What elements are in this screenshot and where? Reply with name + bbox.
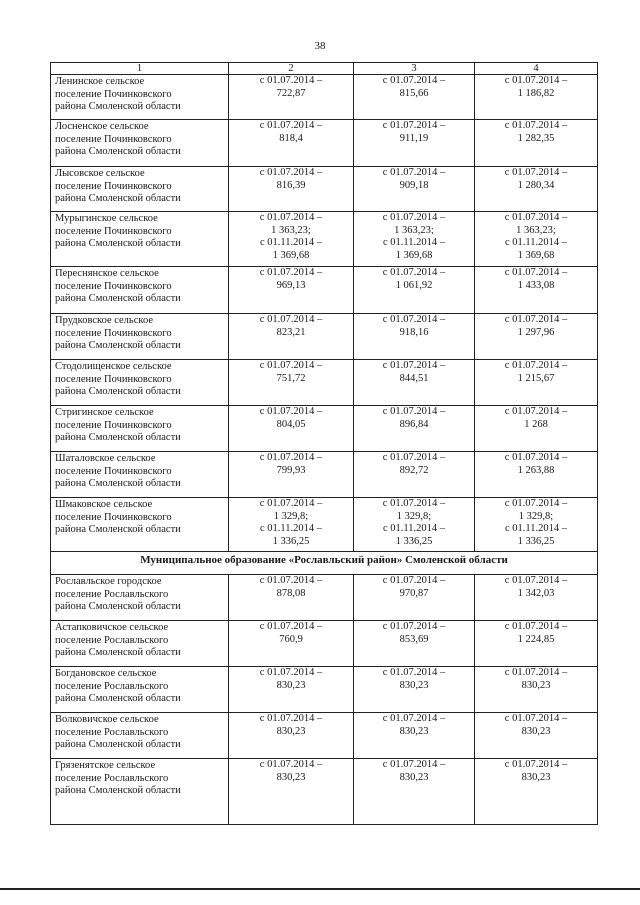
cell-line: 830,23 xyxy=(399,725,429,737)
cell-line: Богдановское сельское xyxy=(55,668,157,679)
cell-line: Волковичское сельское xyxy=(55,714,159,725)
cell-line: района Смоленской области xyxy=(55,386,181,397)
table-row xyxy=(51,167,598,212)
cell-line: с 01.07.2014 – xyxy=(382,575,446,586)
cell-line: с 01.07.2014 – xyxy=(504,713,568,724)
cell-line: 751,72 xyxy=(276,372,306,384)
table-row xyxy=(51,360,598,406)
cell-line: с 01.07.2014 – xyxy=(259,167,323,178)
cell-line: 1 369,68 xyxy=(517,249,555,261)
table-row xyxy=(51,75,598,120)
cell-line: Астапковичское сельское xyxy=(55,622,169,633)
cell-line: с 01.11.2014 – xyxy=(259,523,323,534)
tariff-cell-c3 xyxy=(354,667,475,713)
settlement-name-cell xyxy=(51,120,229,167)
tariff-cell-c4 xyxy=(475,406,598,452)
cell-line: района Смоленской области xyxy=(55,785,181,796)
cell-line: с 01.07.2014 – xyxy=(504,621,568,632)
tariff-table-body xyxy=(51,63,598,825)
cell-line: 760,9 xyxy=(279,633,303,645)
cell-line: 1 297,96 xyxy=(517,326,555,338)
tariff-cell-c3 xyxy=(354,267,475,314)
cell-line: с 01.07.2014 – xyxy=(259,713,323,724)
cell-line: Рославльское городское xyxy=(55,576,162,587)
tariff-cell-c3 xyxy=(354,498,475,552)
cell-line: с 01.07.2014 – xyxy=(259,120,323,131)
cell-line: 1 369,68 xyxy=(272,249,310,261)
cell-line: с 01.07.2014 – xyxy=(504,75,568,86)
cell-line: поселение Починковского xyxy=(55,511,172,523)
cell-line: Мурыгинское сельское xyxy=(55,213,158,224)
tariff-table xyxy=(50,62,598,825)
settlement-name-cell xyxy=(51,575,229,621)
table-row xyxy=(51,575,598,621)
cell-line: Переснянское сельское xyxy=(55,268,159,279)
cell-line: с 01.07.2014 – xyxy=(259,498,323,509)
cell-line: Стригинское сельское xyxy=(55,407,154,418)
cell-line: 1 186,82 xyxy=(517,87,555,99)
cell-line: 799,93 xyxy=(276,464,306,476)
cell-line: 823,21 xyxy=(276,326,306,338)
table-row xyxy=(51,120,598,167)
cell-line: 892,72 xyxy=(399,464,429,476)
cell-line: с 01.07.2014 – xyxy=(259,360,323,371)
cell-line: 911,19 xyxy=(399,132,429,144)
cell-line: Лысовское сельское xyxy=(55,168,145,179)
tariff-cell-c2 xyxy=(229,75,354,120)
tariff-cell-c2 xyxy=(229,575,354,621)
tariff-cell-c2 xyxy=(229,360,354,406)
tariff-cell-c4 xyxy=(475,452,598,498)
cell-line: 1 369,68 xyxy=(395,249,433,261)
cell-line: 970,87 xyxy=(399,587,429,599)
cell-line: с 01.07.2014 – xyxy=(504,406,568,417)
column-number-row xyxy=(51,63,598,75)
cell-line: Ленинское сельское xyxy=(55,76,145,87)
cell-line: с 01.11.2014 – xyxy=(382,237,446,248)
cell-line: 1 433,08 xyxy=(517,279,555,291)
tariff-cell-c2 xyxy=(229,498,354,552)
settlement-name-cell xyxy=(51,360,229,406)
tariff-cell-c2 xyxy=(229,713,354,759)
page-number: 38 xyxy=(314,40,326,52)
cell-line: с 01.07.2014 – xyxy=(259,621,323,632)
cell-line: поселение Починковского xyxy=(55,419,172,431)
tariff-cell-c3 xyxy=(354,314,475,360)
cell-line: района Смоленской области xyxy=(55,101,181,112)
cell-line: 918,16 xyxy=(399,326,429,338)
cell-line: Прудковское сельское xyxy=(55,315,153,326)
table-row xyxy=(51,314,598,360)
cell-line: с 01.07.2014 – xyxy=(259,452,323,463)
cell-line: 1 282,35 xyxy=(517,132,555,144)
cell-line: с 01.07.2014 – xyxy=(259,314,323,325)
cell-line: 1 268 xyxy=(524,418,548,430)
cell-line: 909,18 xyxy=(399,179,429,191)
cell-line: с 01.07.2014 – xyxy=(382,498,446,509)
tariff-cell-c4 xyxy=(475,75,598,120)
tariff-cell-c4 xyxy=(475,759,598,825)
cell-line: 1 329,8; xyxy=(273,510,309,522)
cell-line: с 01.07.2014 – xyxy=(504,314,568,325)
tariff-cell-c4 xyxy=(475,314,598,360)
cell-line: 830,23 xyxy=(276,679,306,691)
cell-line: 1 215,67 xyxy=(517,372,555,384)
cell-line: с 01.07.2014 – xyxy=(504,667,568,678)
cell-line: 1 329,8; xyxy=(396,510,432,522)
cell-line: с 01.07.2014 – xyxy=(382,75,446,86)
cell-line: 816,39 xyxy=(276,179,306,191)
cell-line: 830,23 xyxy=(521,679,551,691)
cell-line: поселение Починковского xyxy=(55,280,172,292)
cell-line: с 01.07.2014 – xyxy=(504,120,568,131)
cell-line: 969,13 xyxy=(276,279,306,291)
cell-line: 830,23 xyxy=(399,679,429,691)
settlement-name-cell xyxy=(51,406,229,452)
tariff-cell-c2 xyxy=(229,406,354,452)
settlement-name-cell xyxy=(51,452,229,498)
cell-line: поселение Починковского xyxy=(55,373,172,385)
cell-line: 1 280,34 xyxy=(517,179,555,191)
settlement-name-cell xyxy=(51,713,229,759)
section-heading: Муниципальное образование «Рославльский район» Смоленской области xyxy=(51,552,598,575)
column-number-1: 1 xyxy=(51,63,229,75)
table-row xyxy=(51,621,598,667)
cell-line: района Смоленской области xyxy=(55,340,181,351)
cell-line: Стодолищенское сельское xyxy=(55,361,172,372)
tariff-cell-c3 xyxy=(354,759,475,825)
settlement-name-cell xyxy=(51,267,229,314)
cell-line: 830,23 xyxy=(276,771,306,783)
tariff-cell-c3 xyxy=(354,575,475,621)
cell-line: 878,08 xyxy=(276,587,306,599)
column-number-2: 2 xyxy=(229,63,354,75)
cell-line: района Смоленской области xyxy=(55,693,181,704)
cell-line: 853,69 xyxy=(399,633,429,645)
cell-line: с 01.07.2014 – xyxy=(382,212,446,223)
cell-line: с 01.07.2014 – xyxy=(382,621,446,632)
column-number-4: 4 xyxy=(475,63,598,75)
cell-line: с 01.07.2014 – xyxy=(382,406,446,417)
cell-line: 830,23 xyxy=(276,725,306,737)
cell-line: с 01.07.2014 – xyxy=(504,575,568,586)
tariff-cell-c4 xyxy=(475,267,598,314)
cell-line: с 01.07.2014 – xyxy=(382,120,446,131)
tariff-cell-c2 xyxy=(229,314,354,360)
cell-line: 722,87 xyxy=(276,87,306,99)
tariff-cell-c3 xyxy=(354,75,475,120)
cell-line: с 01.07.2014 – xyxy=(259,267,323,278)
tariff-cell-c2 xyxy=(229,759,354,825)
cell-line: с 01.07.2014 – xyxy=(382,167,446,178)
settlement-name-cell xyxy=(51,759,229,825)
tariff-cell-c4 xyxy=(475,713,598,759)
tariff-cell-c3 xyxy=(354,212,475,267)
cell-line: 1 342,03 xyxy=(517,587,555,599)
tariff-cell-c4 xyxy=(475,212,598,267)
table-row xyxy=(51,267,598,314)
cell-line: с 01.07.2014 – xyxy=(382,360,446,371)
tariff-cell-c2 xyxy=(229,120,354,167)
cell-line: 804,05 xyxy=(276,418,306,430)
tariff-cell-c2 xyxy=(229,267,354,314)
cell-line: 1 336,25 xyxy=(395,535,433,547)
cell-line: района Смоленской области xyxy=(55,647,181,658)
tariff-cell-c2 xyxy=(229,667,354,713)
cell-line: с 01.07.2014 – xyxy=(382,452,446,463)
table-row xyxy=(51,212,598,267)
tariff-cell-c4 xyxy=(475,120,598,167)
cell-line: поселение Рославльского xyxy=(55,588,169,600)
cell-line: Грязенятское сельское xyxy=(55,760,156,771)
cell-line: с 01.11.2014 – xyxy=(504,523,568,534)
cell-line: 1 336,25 xyxy=(517,535,555,547)
cell-line: с 01.07.2014 – xyxy=(259,575,323,586)
cell-line: поселение Починковского xyxy=(55,327,172,339)
cell-line: поселение Починковского xyxy=(55,88,172,100)
tariff-cell-c3 xyxy=(354,120,475,167)
tariff-cell-c4 xyxy=(475,360,598,406)
settlement-name-cell xyxy=(51,212,229,267)
cell-line: поселение Рославльского xyxy=(55,726,169,738)
cell-line: поселение Починковского xyxy=(55,465,172,477)
cell-line: с 01.07.2014 – xyxy=(382,267,446,278)
cell-line: с 01.07.2014 – xyxy=(504,212,568,223)
cell-line: с 01.07.2014 – xyxy=(382,314,446,325)
table-row xyxy=(51,713,598,759)
cell-line: с 01.11.2014 – xyxy=(259,237,323,248)
tariff-cell-c3 xyxy=(354,360,475,406)
settlement-name-cell xyxy=(51,314,229,360)
cell-line: 1 363,23; xyxy=(271,224,311,236)
table-row xyxy=(51,498,598,552)
column-number-3: 3 xyxy=(354,63,475,75)
cell-line: 1 224,85 xyxy=(517,633,555,645)
cell-line: с 01.07.2014 – xyxy=(504,267,568,278)
tariff-cell-c2 xyxy=(229,452,354,498)
cell-line: района Смоленской области xyxy=(55,146,181,157)
tariff-cell-c3 xyxy=(354,167,475,212)
settlement-name-cell xyxy=(51,667,229,713)
cell-line: с 01.07.2014 – xyxy=(259,212,323,223)
cell-line: 830,23 xyxy=(399,771,429,783)
cell-line: с 01.07.2014 – xyxy=(382,759,446,770)
cell-line: поселение Рославльского xyxy=(55,772,169,784)
cell-line: Шмаковское сельское xyxy=(55,499,153,510)
tariff-cell-c3 xyxy=(354,406,475,452)
cell-line: 1 363,23; xyxy=(394,224,434,236)
settlement-name-cell xyxy=(51,75,229,120)
settlement-name-cell xyxy=(51,498,229,552)
cell-line: 1 363,23; xyxy=(516,224,556,236)
tariff-cell-c3 xyxy=(354,621,475,667)
tariff-cell-c3 xyxy=(354,452,475,498)
cell-line: 896,84 xyxy=(399,418,429,430)
cell-line: с 01.07.2014 – xyxy=(382,713,446,724)
table-row xyxy=(51,452,598,498)
cell-line: Шаталовское сельское xyxy=(55,453,156,464)
table-row xyxy=(51,759,598,825)
cell-line: 1 329,8; xyxy=(518,510,554,522)
settlement-name-cell xyxy=(51,167,229,212)
cell-line: с 01.07.2014 – xyxy=(259,759,323,770)
cell-line: с 01.07.2014 – xyxy=(259,406,323,417)
cell-line: Лосненское сельское xyxy=(55,121,149,132)
cell-line: 830,23 xyxy=(521,771,551,783)
tariff-cell-c4 xyxy=(475,575,598,621)
section-heading-row xyxy=(51,552,598,575)
cell-line: 1 336,25 xyxy=(272,535,310,547)
cell-line: 830,23 xyxy=(521,725,551,737)
cell-line: района Смоленской области xyxy=(55,478,181,489)
tariff-cell-c4 xyxy=(475,498,598,552)
cell-line: 1 263,88 xyxy=(517,464,555,476)
cell-line: района Смоленской области xyxy=(55,432,181,443)
bottom-rule xyxy=(0,888,640,890)
cell-line: поселение Починковского xyxy=(55,180,172,192)
cell-line: поселение Рославльского xyxy=(55,634,169,646)
tariff-cell-c4 xyxy=(475,667,598,713)
cell-line: района Смоленской области xyxy=(55,739,181,750)
tariff-cell-c4 xyxy=(475,621,598,667)
cell-line: с 01.07.2014 – xyxy=(382,667,446,678)
cell-line: с 01.11.2014 – xyxy=(382,523,446,534)
cell-line: с 01.07.2014 – xyxy=(259,75,323,86)
cell-line: района Смоленской области xyxy=(55,193,181,204)
cell-line: с 01.07.2014 – xyxy=(504,167,568,178)
cell-line: с 01.07.2014 – xyxy=(504,759,568,770)
tariff-cell-c2 xyxy=(229,621,354,667)
cell-line: с 01.07.2014 – xyxy=(259,667,323,678)
table-row xyxy=(51,406,598,452)
cell-line: района Смоленской области xyxy=(55,238,181,249)
cell-line: поселение Рославльского xyxy=(55,680,169,692)
settlement-name-cell xyxy=(51,621,229,667)
tariff-cell-c3 xyxy=(354,713,475,759)
tariff-cell-c2 xyxy=(229,212,354,267)
cell-line: 815,66 xyxy=(399,87,429,99)
table-row xyxy=(51,667,598,713)
tariff-cell-c2 xyxy=(229,167,354,212)
cell-line: с 01.07.2014 – xyxy=(504,360,568,371)
cell-line: района Смоленской области xyxy=(55,524,181,535)
cell-line: с 01.07.2014 – xyxy=(504,452,568,463)
cell-line: района Смоленской области xyxy=(55,293,181,304)
cell-line: поселение Починковского xyxy=(55,225,172,237)
cell-line: 818,4 xyxy=(279,132,303,144)
cell-line: с 01.07.2014 – xyxy=(504,498,568,509)
cell-line: района Смоленской области xyxy=(55,601,181,612)
cell-line: с 01.11.2014 – xyxy=(504,237,568,248)
tariff-cell-c4 xyxy=(475,167,598,212)
cell-line: 844,51 xyxy=(399,372,429,384)
cell-line: поселение Починковского xyxy=(55,133,172,145)
cell-line: 1 061,92 xyxy=(395,279,433,291)
